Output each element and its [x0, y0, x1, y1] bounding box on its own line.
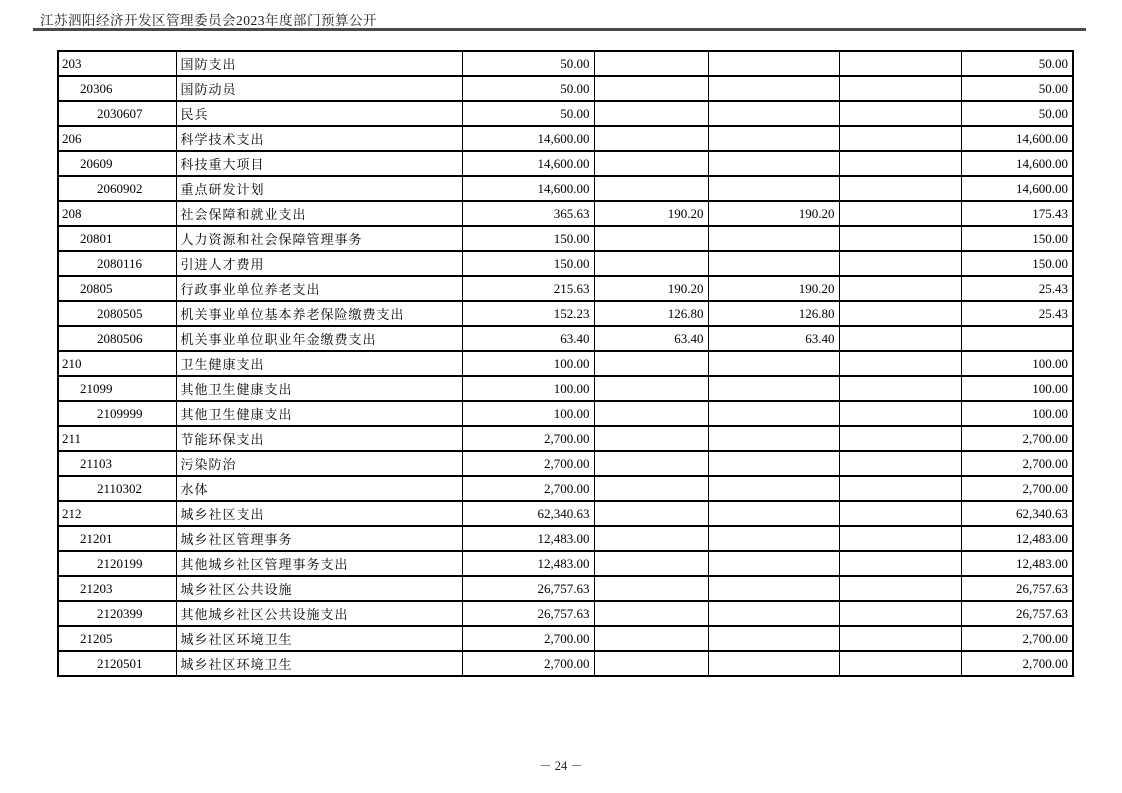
value-cell [839, 426, 961, 451]
name-cell: 国防支出 [176, 51, 462, 76]
table-row [58, 476, 1073, 501]
value-cell [708, 501, 839, 526]
value-cell [594, 626, 708, 651]
value-cell: 126.80 [708, 301, 839, 326]
name-cell: 行政事业单位养老支出 [176, 276, 462, 301]
value-cell [708, 101, 839, 126]
code-cell: 2120399 [58, 601, 176, 626]
value-cell: 150.00 [462, 226, 594, 251]
value-cell: 12,483.00 [961, 526, 1073, 551]
value-cell: 14,600.00 [961, 176, 1073, 201]
code-cell: 20801 [58, 226, 176, 251]
value-cell: 2,700.00 [961, 626, 1073, 651]
value-cell: 150.00 [462, 251, 594, 276]
value-cell [594, 501, 708, 526]
value-cell: 26,757.63 [462, 601, 594, 626]
value-cell: 12,483.00 [961, 551, 1073, 576]
code-cell: 2120199 [58, 551, 176, 576]
value-cell: 14,600.00 [462, 151, 594, 176]
value-cell [839, 351, 961, 376]
table-row [58, 351, 1073, 376]
name-cell: 其他卫生健康支出 [176, 376, 462, 401]
value-cell: 26,757.63 [961, 576, 1073, 601]
value-cell [708, 551, 839, 576]
value-cell: 12,483.00 [462, 526, 594, 551]
value-cell: 50.00 [961, 51, 1073, 76]
value-cell: 126.80 [594, 301, 708, 326]
value-cell: 100.00 [462, 351, 594, 376]
value-cell: 25.43 [961, 301, 1073, 326]
code-cell: 211 [58, 426, 176, 451]
name-cell: 机关事业单位基本养老保险缴费支出 [176, 301, 462, 326]
value-cell [594, 576, 708, 601]
document-header-title: 江苏泗阳经济开发区管理委员会2023年度部门预算公开 [40, 13, 377, 28]
value-cell: 100.00 [961, 376, 1073, 401]
value-cell [839, 651, 961, 676]
value-cell: 26,757.63 [961, 601, 1073, 626]
table-row [58, 76, 1073, 101]
value-cell [839, 301, 961, 326]
code-cell: 2080116 [58, 251, 176, 276]
value-cell [708, 651, 839, 676]
code-cell: 21201 [58, 526, 176, 551]
table-row [58, 251, 1073, 276]
value-cell [839, 476, 961, 501]
value-cell: 25.43 [961, 276, 1073, 301]
code-cell: 21103 [58, 451, 176, 476]
value-cell: 2,700.00 [462, 451, 594, 476]
code-cell: 2030607 [58, 101, 176, 126]
value-cell [708, 51, 839, 76]
value-cell: 2,700.00 [462, 426, 594, 451]
value-cell [708, 126, 839, 151]
code-cell: 2060902 [58, 176, 176, 201]
value-cell: 63.40 [708, 326, 839, 351]
value-cell [839, 501, 961, 526]
value-cell [839, 576, 961, 601]
name-cell: 民兵 [176, 101, 462, 126]
name-cell: 引进人才费用 [176, 251, 462, 276]
value-cell [839, 126, 961, 151]
value-cell: 100.00 [961, 351, 1073, 376]
code-cell: 206 [58, 126, 176, 151]
code-cell: 2080505 [58, 301, 176, 326]
name-cell: 城乡社区公共设施 [176, 576, 462, 601]
code-cell: 212 [58, 501, 176, 526]
value-cell: 190.20 [708, 201, 839, 226]
value-cell [594, 176, 708, 201]
code-cell: 2109999 [58, 401, 176, 426]
value-cell [839, 201, 961, 226]
value-cell: 152.23 [462, 301, 594, 326]
value-cell: 14,600.00 [462, 176, 594, 201]
value-cell [594, 351, 708, 376]
value-cell [839, 51, 961, 76]
code-cell: 210 [58, 351, 176, 376]
table-row [58, 626, 1073, 651]
value-cell [594, 76, 708, 101]
value-cell [708, 351, 839, 376]
value-cell: 50.00 [462, 101, 594, 126]
table-row [58, 526, 1073, 551]
value-cell: 100.00 [462, 401, 594, 426]
value-cell: 2,700.00 [961, 426, 1073, 451]
table-row [58, 176, 1073, 201]
value-cell [708, 451, 839, 476]
value-cell [594, 401, 708, 426]
name-cell: 节能环保支出 [176, 426, 462, 451]
value-cell [594, 476, 708, 501]
table-row [58, 601, 1073, 626]
value-cell [961, 326, 1073, 351]
code-cell: 2120501 [58, 651, 176, 676]
table-row [58, 326, 1073, 351]
value-cell: 2,700.00 [462, 476, 594, 501]
value-cell [839, 401, 961, 426]
value-cell [594, 151, 708, 176]
value-cell: 100.00 [961, 401, 1073, 426]
value-cell [708, 426, 839, 451]
value-cell [708, 376, 839, 401]
code-cell: 20805 [58, 276, 176, 301]
value-cell [594, 451, 708, 476]
value-cell [839, 526, 961, 551]
value-cell: 2,700.00 [462, 626, 594, 651]
name-cell: 卫生健康支出 [176, 351, 462, 376]
value-cell [708, 76, 839, 101]
value-cell: 150.00 [961, 251, 1073, 276]
name-cell: 其他卫生健康支出 [176, 401, 462, 426]
value-cell: 14,600.00 [961, 126, 1073, 151]
code-cell: 2080506 [58, 326, 176, 351]
table-row [58, 426, 1073, 451]
table-row [58, 126, 1073, 151]
value-cell: 100.00 [462, 376, 594, 401]
value-cell [839, 151, 961, 176]
table-row [58, 151, 1073, 176]
value-cell [708, 576, 839, 601]
table-row [58, 301, 1073, 326]
value-cell: 12,483.00 [462, 551, 594, 576]
name-cell: 其他城乡社区公共设施支出 [176, 601, 462, 626]
value-cell: 365.63 [462, 201, 594, 226]
value-cell: 50.00 [961, 101, 1073, 126]
table-row [58, 651, 1073, 676]
value-cell [708, 626, 839, 651]
page-number: － 24 － [539, 759, 583, 773]
table-row [58, 401, 1073, 426]
code-cell: 21099 [58, 376, 176, 401]
value-cell [594, 226, 708, 251]
value-cell: 63.40 [594, 326, 708, 351]
value-cell [708, 476, 839, 501]
name-cell: 国防动员 [176, 76, 462, 101]
budget-table [57, 50, 1074, 677]
value-cell [708, 401, 839, 426]
name-cell: 机关事业单位职业年金缴费支出 [176, 326, 462, 351]
name-cell: 城乡社区管理事务 [176, 526, 462, 551]
code-cell: 2110302 [58, 476, 176, 501]
value-cell: 63.40 [462, 326, 594, 351]
value-cell: 62,340.63 [961, 501, 1073, 526]
name-cell: 城乡社区环境卫生 [176, 626, 462, 651]
name-cell: 社会保障和就业支出 [176, 201, 462, 226]
name-cell: 科技重大项目 [176, 151, 462, 176]
value-cell [594, 426, 708, 451]
code-cell: 20306 [58, 76, 176, 101]
value-cell [839, 376, 961, 401]
code-cell: 21203 [58, 576, 176, 601]
table-row [58, 376, 1073, 401]
table-row [58, 576, 1073, 601]
table-row [58, 101, 1073, 126]
value-cell [839, 551, 961, 576]
value-cell [594, 51, 708, 76]
code-cell: 20609 [58, 151, 176, 176]
code-cell: 203 [58, 51, 176, 76]
value-cell [839, 451, 961, 476]
budget-table-body [58, 51, 1073, 676]
value-cell [594, 251, 708, 276]
name-cell: 重点研发计划 [176, 176, 462, 201]
table-row [58, 201, 1073, 226]
value-cell [708, 176, 839, 201]
value-cell [594, 376, 708, 401]
value-cell: 150.00 [961, 226, 1073, 251]
table-row [58, 551, 1073, 576]
value-cell [839, 276, 961, 301]
value-cell: 175.43 [961, 201, 1073, 226]
value-cell [708, 251, 839, 276]
code-cell: 208 [58, 201, 176, 226]
value-cell: 2,700.00 [961, 451, 1073, 476]
name-cell: 科学技术支出 [176, 126, 462, 151]
table-row [58, 51, 1073, 76]
value-cell [594, 101, 708, 126]
name-cell: 污染防治 [176, 451, 462, 476]
name-cell: 城乡社区支出 [176, 501, 462, 526]
value-cell [708, 151, 839, 176]
name-cell: 城乡社区环境卫生 [176, 651, 462, 676]
table-row [58, 501, 1073, 526]
value-cell [839, 176, 961, 201]
value-cell [839, 626, 961, 651]
code-cell: 21205 [58, 626, 176, 651]
value-cell [594, 526, 708, 551]
value-cell [594, 651, 708, 676]
table-row [58, 451, 1073, 476]
value-cell: 50.00 [462, 51, 594, 76]
value-cell [839, 101, 961, 126]
value-cell [708, 601, 839, 626]
value-cell [839, 251, 961, 276]
value-cell: 62,340.63 [462, 501, 594, 526]
name-cell: 其他城乡社区管理事务支出 [176, 551, 462, 576]
name-cell: 人力资源和社会保障管理事务 [176, 226, 462, 251]
value-cell [594, 601, 708, 626]
value-cell: 190.20 [708, 276, 839, 301]
value-cell [839, 226, 961, 251]
value-cell: 50.00 [961, 76, 1073, 101]
value-cell: 190.20 [594, 276, 708, 301]
value-cell [594, 126, 708, 151]
value-cell [839, 601, 961, 626]
value-cell [839, 326, 961, 351]
table-row [58, 226, 1073, 251]
value-cell: 26,757.63 [462, 576, 594, 601]
name-cell: 水体 [176, 476, 462, 501]
value-cell: 215.63 [462, 276, 594, 301]
value-cell: 50.00 [462, 76, 594, 101]
value-cell: 2,700.00 [462, 651, 594, 676]
value-cell: 14,600.00 [462, 126, 594, 151]
table-row [58, 276, 1073, 301]
value-cell: 190.20 [594, 201, 708, 226]
value-cell: 2,700.00 [961, 476, 1073, 501]
value-cell [594, 551, 708, 576]
header-rule [33, 28, 1086, 31]
value-cell: 14,600.00 [961, 151, 1073, 176]
value-cell: 2,700.00 [961, 651, 1073, 676]
value-cell [708, 226, 839, 251]
value-cell [839, 76, 961, 101]
value-cell [708, 526, 839, 551]
